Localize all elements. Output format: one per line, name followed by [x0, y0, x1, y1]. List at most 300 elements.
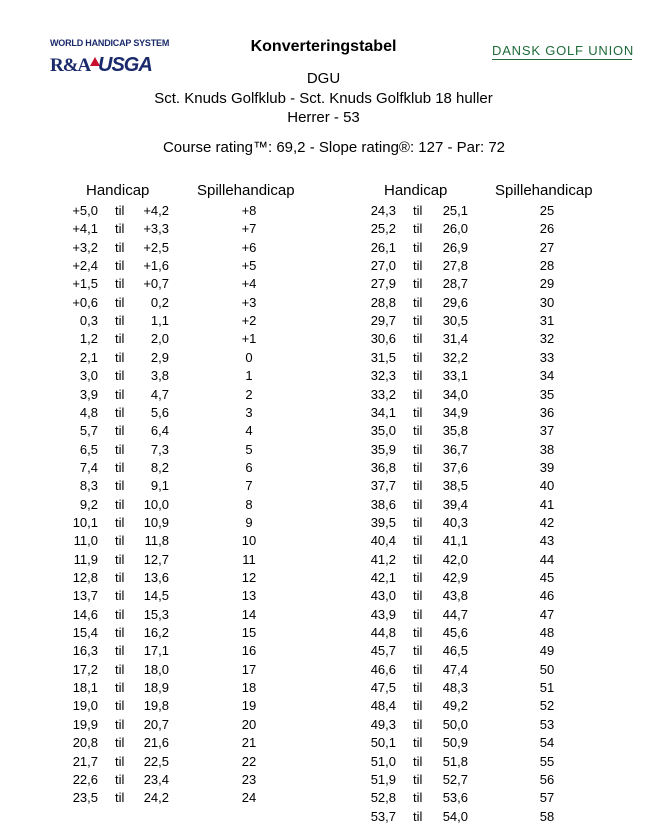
til-label: til: [413, 661, 423, 677]
handicap-to: 7,3: [150, 441, 169, 457]
handicap-from: 11,9: [73, 551, 98, 567]
til-label: til: [413, 386, 423, 402]
spillehandicap-value: 49: [539, 643, 555, 659]
handicap-to: 35,8: [442, 423, 468, 439]
handicap-from: 7,4: [79, 459, 98, 475]
spillehandicap-value: 7: [245, 478, 253, 494]
handicap-to: 45,6: [442, 625, 468, 641]
table-row: [0, 734, 647, 752]
til-label: til: [413, 331, 423, 347]
til-label: til: [115, 771, 125, 787]
til-label: til: [115, 790, 125, 806]
handicap-from: 46,6: [370, 661, 396, 677]
left-spillehandicap-header: Spillehandicap: [197, 182, 295, 199]
til-label: til: [413, 790, 423, 806]
handicap-to: 14,5: [143, 588, 169, 604]
spillehandicap-value: 12: [241, 570, 257, 585]
handicap-from: 49,3: [370, 716, 396, 732]
til-label: til: [413, 680, 423, 696]
handicap-from: 0,3: [79, 313, 98, 329]
spillehandicap-value: 38: [539, 441, 555, 457]
table-row: [0, 606, 647, 624]
handicap-from: 37,7: [370, 478, 396, 494]
spillehandicap-value: 33: [539, 349, 555, 365]
spillehandicap-value: 4: [245, 423, 253, 439]
til-label: til: [413, 698, 423, 714]
handicap-to: +4,2: [143, 203, 169, 218]
spillehandicap-value: 15: [241, 625, 257, 641]
handicap-to: 42,0: [442, 551, 468, 567]
handicap-to: 8,2: [150, 459, 169, 475]
table-row: [0, 514, 647, 532]
handicap-to: 42,9: [442, 570, 468, 585]
handicap-from: +2,4: [72, 258, 98, 274]
handicap-to: 48,3: [442, 680, 468, 696]
til-label: til: [115, 698, 125, 714]
handicap-from: 5,7: [79, 423, 98, 439]
tee-category: Herrer - 53: [287, 109, 360, 126]
handicap-to: +0,7: [143, 276, 169, 292]
til-label: til: [413, 643, 423, 659]
table-row: [0, 789, 647, 807]
spillehandicap-value: 46: [539, 588, 555, 604]
spillehandicap-value: 22: [241, 753, 257, 769]
table-row: [0, 312, 647, 330]
table-row: [0, 808, 647, 826]
til-label: til: [413, 606, 423, 622]
til-label: til: [413, 239, 423, 255]
handicap-from: 43,9: [370, 606, 396, 622]
til-label: til: [413, 551, 423, 567]
handicap-from: 20,8: [72, 735, 98, 751]
handicap-to: 10,9: [143, 514, 169, 530]
handicap-to: +2,5: [143, 239, 169, 255]
til-label: til: [413, 771, 423, 787]
handicap-to: 25,1: [442, 203, 468, 218]
spillehandicap-value: 31: [539, 313, 555, 329]
handicap-to: 44,7: [442, 606, 468, 622]
handicap-to: +3,3: [143, 221, 169, 237]
handicap-to: 2,9: [150, 349, 169, 365]
til-label: til: [115, 625, 125, 641]
til-label: til: [413, 404, 423, 420]
handicap-to: 49,2: [442, 698, 468, 714]
spillehandicap-value: 51: [539, 680, 555, 696]
right-spillehandicap-header: Spillehandicap: [495, 182, 593, 199]
table-row: [0, 569, 647, 587]
til-label: til: [115, 276, 125, 292]
handicap-to: 20,7: [143, 716, 169, 732]
table-row: [0, 771, 647, 789]
spillehandicap-value: +7: [241, 221, 257, 237]
til-label: til: [413, 276, 423, 292]
til-label: til: [413, 221, 423, 237]
spillehandicap-value: +6: [241, 239, 257, 255]
handicap-from: 50,1: [370, 735, 396, 751]
spillehandicap-value: 25: [539, 203, 555, 218]
spillehandicap-value: 27: [539, 239, 555, 255]
handicap-from: 17,2: [72, 661, 98, 677]
spillehandicap-value: 39: [539, 459, 555, 475]
table-row: [0, 257, 647, 275]
handicap-from: 44,8: [370, 625, 396, 641]
spillehandicap-value: +1: [241, 331, 257, 347]
spillehandicap-value: 50: [539, 661, 555, 677]
handicap-from: 9,2: [79, 496, 98, 512]
handicap-to: 4,7: [150, 386, 169, 402]
handicap-to: 29,6: [442, 294, 468, 310]
handicap-from: +1,5: [72, 276, 98, 292]
table-row: [0, 404, 647, 422]
handicap-to: 0,2: [150, 294, 169, 310]
spillehandicap-value: +5: [241, 258, 257, 274]
handicap-to: 36,7: [442, 441, 468, 457]
handicap-from: +5,0: [72, 203, 98, 218]
handicap-from: 53,7: [370, 808, 396, 824]
spillehandicap-value: 3: [245, 404, 253, 420]
handicap-to: 28,7: [442, 276, 468, 292]
spillehandicap-value: 37: [539, 423, 555, 439]
spillehandicap-value: 23: [241, 771, 257, 787]
handicap-from: 34,1: [370, 404, 396, 420]
til-label: til: [115, 294, 125, 310]
handicap-to: 18,9: [143, 680, 169, 696]
til-label: til: [413, 753, 423, 769]
handicap-from: 19,9: [72, 716, 98, 732]
spillehandicap-value: 6: [245, 459, 253, 475]
handicap-from: 33,2: [370, 386, 396, 402]
spillehandicap-value: 30: [539, 294, 555, 310]
spillehandicap-value: 13: [241, 588, 257, 604]
til-label: til: [115, 716, 125, 732]
til-label: til: [115, 313, 125, 329]
handicap-from: 40,4: [370, 533, 396, 549]
handicap-to: 47,4: [442, 661, 468, 677]
handicap-from: +3,2: [72, 239, 98, 255]
handicap-to: 18,0: [143, 661, 169, 677]
handicap-from: 52,8: [370, 790, 396, 806]
handicap-to: 26,0: [442, 221, 468, 237]
handicap-to: 13,6: [143, 570, 169, 585]
handicap-from: 48,4: [370, 698, 396, 714]
handicap-from: 51,9: [370, 771, 396, 787]
spillehandicap-value: 20: [241, 716, 257, 732]
handicap-to: 17,1: [143, 643, 169, 659]
dgu-logo-underline: [492, 59, 632, 60]
spillehandicap-value: 56: [539, 771, 555, 787]
til-label: til: [413, 735, 423, 751]
table-row: [0, 477, 647, 495]
spillehandicap-value: 47: [539, 606, 555, 622]
handicap-to: 9,1: [150, 478, 169, 494]
handicap-from: 31,5: [370, 349, 396, 365]
spillehandicap-value: 1: [245, 368, 253, 384]
handicap-from: 35,0: [370, 423, 396, 439]
til-label: til: [115, 386, 125, 402]
table-row: [0, 697, 647, 715]
handicap-from: 30,6: [370, 331, 396, 347]
handicap-from: 4,8: [79, 404, 98, 420]
handicap-from: 26,1: [370, 239, 396, 255]
til-label: til: [413, 258, 423, 274]
table-row: [0, 642, 647, 660]
table-row: [0, 330, 647, 348]
spillehandicap-value: 17: [241, 661, 257, 677]
til-label: til: [115, 588, 125, 604]
til-label: til: [115, 551, 125, 567]
handicap-to: 1,1: [150, 313, 169, 329]
handicap-to: 23,4: [143, 771, 169, 787]
ra-logo: R&A: [50, 55, 91, 76]
course-name: Sct. Knuds Golfklub - Sct. Knuds Golfklub 18 huller: [154, 90, 493, 107]
handicap-from: 38,6: [370, 496, 396, 512]
spillehandicap-value: 18: [241, 680, 257, 696]
til-label: til: [115, 459, 125, 475]
til-label: til: [413, 459, 423, 475]
handicap-to: 15,3: [143, 606, 169, 622]
spillehandicap-value: 0: [245, 349, 253, 365]
handicap-from: 3,9: [79, 386, 98, 402]
handicap-to: 52,7: [442, 771, 468, 787]
table-row: [0, 551, 647, 569]
page-title: Konverteringstabel: [250, 38, 397, 55]
til-label: til: [115, 680, 125, 696]
table-row: [0, 661, 647, 679]
handicap-from: 51,0: [370, 753, 396, 769]
til-label: til: [413, 478, 423, 494]
handicap-to: 26,9: [442, 239, 468, 255]
handicap-from: 2,1: [79, 349, 98, 365]
handicap-from: 12,8: [72, 570, 98, 585]
spillehandicap-value: 44: [539, 551, 555, 567]
handicap-from: 14,6: [72, 606, 98, 622]
handicap-to: 22,5: [143, 753, 169, 769]
spillehandicap-value: 45: [539, 570, 555, 585]
handicap-to: 41,1: [442, 533, 468, 549]
til-label: til: [413, 368, 423, 384]
handicap-to: 11,8: [144, 533, 169, 549]
handicap-to: 40,3: [442, 514, 468, 530]
til-label: til: [413, 203, 423, 218]
table-row: [0, 587, 647, 605]
table-row: [0, 422, 647, 440]
handicap-to: 12,7: [143, 551, 169, 567]
til-label: til: [115, 258, 125, 274]
handicap-from: 36,8: [370, 459, 396, 475]
table-row: [0, 532, 647, 550]
spillehandicap-value: 29: [539, 276, 555, 292]
handicap-from: 28,8: [370, 294, 396, 310]
table-row: [0, 367, 647, 385]
til-label: til: [413, 533, 423, 549]
dansk-golf-union-logo: DANSK GOLF UNION: [492, 43, 635, 58]
til-label: til: [413, 808, 423, 824]
til-label: til: [413, 496, 423, 512]
til-label: til: [413, 441, 423, 457]
til-label: til: [115, 368, 125, 384]
table-row: [0, 349, 647, 367]
til-label: til: [413, 588, 423, 604]
handicap-from: 15,4: [72, 625, 98, 641]
handicap-from: 8,3: [79, 478, 98, 494]
handicap-to: 50,0: [442, 716, 468, 732]
handicap-from: 18,1: [72, 680, 98, 696]
spillehandicap-value: 8: [245, 496, 253, 512]
handicap-to: 33,1: [442, 368, 468, 384]
til-label: til: [115, 441, 125, 457]
til-label: til: [115, 221, 125, 237]
table-row: [0, 624, 647, 642]
table-row: [0, 441, 647, 459]
til-label: til: [115, 643, 125, 659]
spillehandicap-value: 32: [539, 331, 555, 347]
handicap-from: 6,5: [79, 441, 98, 457]
usga-logo: USGA: [98, 54, 152, 76]
handicap-from: 11,0: [73, 533, 98, 549]
til-label: til: [413, 313, 423, 329]
table-row: [0, 716, 647, 734]
spillehandicap-value: 58: [539, 808, 555, 824]
table-row: [0, 202, 647, 220]
spillehandicap-value: 43: [539, 533, 555, 549]
course-rating-line: Course rating™: 69,2 - Slope rating®: 127 - Par: 72: [162, 139, 506, 156]
spillehandicap-value: 28: [539, 258, 555, 274]
handicap-from: 1,2: [79, 331, 98, 347]
spillehandicap-value: 14: [241, 606, 257, 622]
handicap-to: 34,0: [442, 386, 468, 402]
handicap-from: 41,2: [370, 551, 396, 567]
til-label: til: [115, 404, 125, 420]
handicap-to: 19,8: [143, 698, 169, 714]
handicap-from: +4,1: [72, 221, 98, 237]
til-label: til: [413, 514, 423, 530]
spillehandicap-value: 54: [539, 735, 555, 751]
til-label: til: [115, 203, 125, 218]
table-row: [0, 679, 647, 697]
til-label: til: [413, 294, 423, 310]
spillehandicap-value: +2: [241, 313, 257, 329]
til-label: til: [115, 753, 125, 769]
handicap-to: 10,0: [143, 496, 169, 512]
spillehandicap-value: +8: [241, 203, 257, 218]
handicap-to: 6,4: [150, 423, 169, 439]
spillehandicap-value: 9: [245, 514, 253, 530]
til-label: til: [115, 239, 125, 255]
til-label: til: [413, 570, 423, 585]
handicap-from: 24,3: [370, 203, 396, 218]
til-label: til: [115, 514, 125, 530]
handicap-from: 16,3: [72, 643, 98, 659]
handicap-from: 27,0: [370, 258, 396, 274]
handicap-from: 29,7: [370, 313, 396, 329]
spillehandicap-value: +3: [241, 294, 257, 310]
handicap-from: 25,2: [370, 221, 396, 237]
spillehandicap-value: 42: [539, 514, 555, 530]
handicap-from: 39,5: [370, 514, 396, 530]
table-row: [0, 239, 647, 257]
handicap-from: 10,1: [72, 514, 98, 530]
til-label: til: [115, 533, 125, 549]
spillehandicap-value: 19: [241, 698, 257, 714]
left-handicap-header: Handicap: [86, 182, 150, 199]
spillehandicap-value: 10: [241, 533, 257, 549]
handicap-to: 27,8: [442, 258, 468, 274]
til-label: til: [413, 349, 423, 365]
spillehandicap-value: 11: [242, 551, 256, 567]
handicap-from: 35,9: [370, 441, 396, 457]
handicap-to: 5,6: [150, 404, 169, 420]
spillehandicap-value: 53: [539, 716, 555, 732]
spillehandicap-value: 21: [241, 735, 257, 751]
spillehandicap-value: 34: [539, 368, 555, 384]
til-label: til: [115, 478, 125, 494]
spillehandicap-value: 24: [241, 790, 257, 806]
til-label: til: [115, 735, 125, 751]
handicap-from: 21,7: [72, 753, 98, 769]
handicap-to: 39,4: [442, 496, 468, 512]
spillehandicap-value: 55: [539, 753, 555, 769]
spillehandicap-value: 40: [539, 478, 555, 494]
handicap-to: 46,5: [442, 643, 468, 659]
table-row: [0, 496, 647, 514]
handicap-from: 32,3: [370, 368, 396, 384]
til-label: til: [413, 625, 423, 641]
handicap-from: 23,5: [72, 790, 98, 806]
table-row: [0, 753, 647, 771]
til-label: til: [115, 661, 125, 677]
right-handicap-header: Handicap: [384, 182, 448, 199]
spillehandicap-value: 52: [539, 698, 555, 714]
handicap-to: 24,2: [143, 790, 169, 806]
handicap-from: 3,0: [79, 368, 98, 384]
til-label: til: [115, 570, 125, 585]
handicap-to: 2,0: [150, 331, 169, 347]
handicap-to: 31,4: [442, 331, 468, 347]
spillehandicap-value: 48: [539, 625, 555, 641]
til-label: til: [413, 716, 423, 732]
table-row: [0, 275, 647, 293]
handicap-to: 54,0: [442, 808, 468, 824]
handicap-to: 53,6: [442, 790, 468, 806]
til-label: til: [413, 423, 423, 439]
spillehandicap-value: 16: [241, 643, 257, 659]
table-row: [0, 294, 647, 312]
handicap-to: 32,2: [442, 349, 468, 365]
handicap-from: 45,7: [370, 643, 396, 659]
spillehandicap-value: 41: [539, 496, 555, 512]
handicap-from: 22,6: [72, 771, 98, 787]
handicap-to: 38,5: [442, 478, 468, 494]
spillehandicap-value: +4: [241, 276, 257, 292]
handicap-to: 16,2: [143, 625, 169, 641]
til-label: til: [115, 331, 125, 347]
handicap-from: 42,1: [370, 570, 396, 585]
spillehandicap-value: 57: [539, 790, 555, 806]
handicap-to: 43,8: [442, 588, 468, 604]
spillehandicap-value: 2: [245, 386, 253, 402]
organization: DGU: [306, 70, 341, 87]
spillehandicap-value: 26: [539, 221, 555, 237]
table-row: [0, 220, 647, 238]
til-label: til: [115, 496, 125, 512]
handicap-from: 27,9: [370, 276, 396, 292]
til-label: til: [115, 606, 125, 622]
til-label: til: [115, 423, 125, 439]
table-row: [0, 386, 647, 404]
handicap-from: 43,0: [370, 588, 396, 604]
handicap-to: 37,6: [442, 459, 468, 475]
handicap-to: 30,5: [442, 313, 468, 329]
